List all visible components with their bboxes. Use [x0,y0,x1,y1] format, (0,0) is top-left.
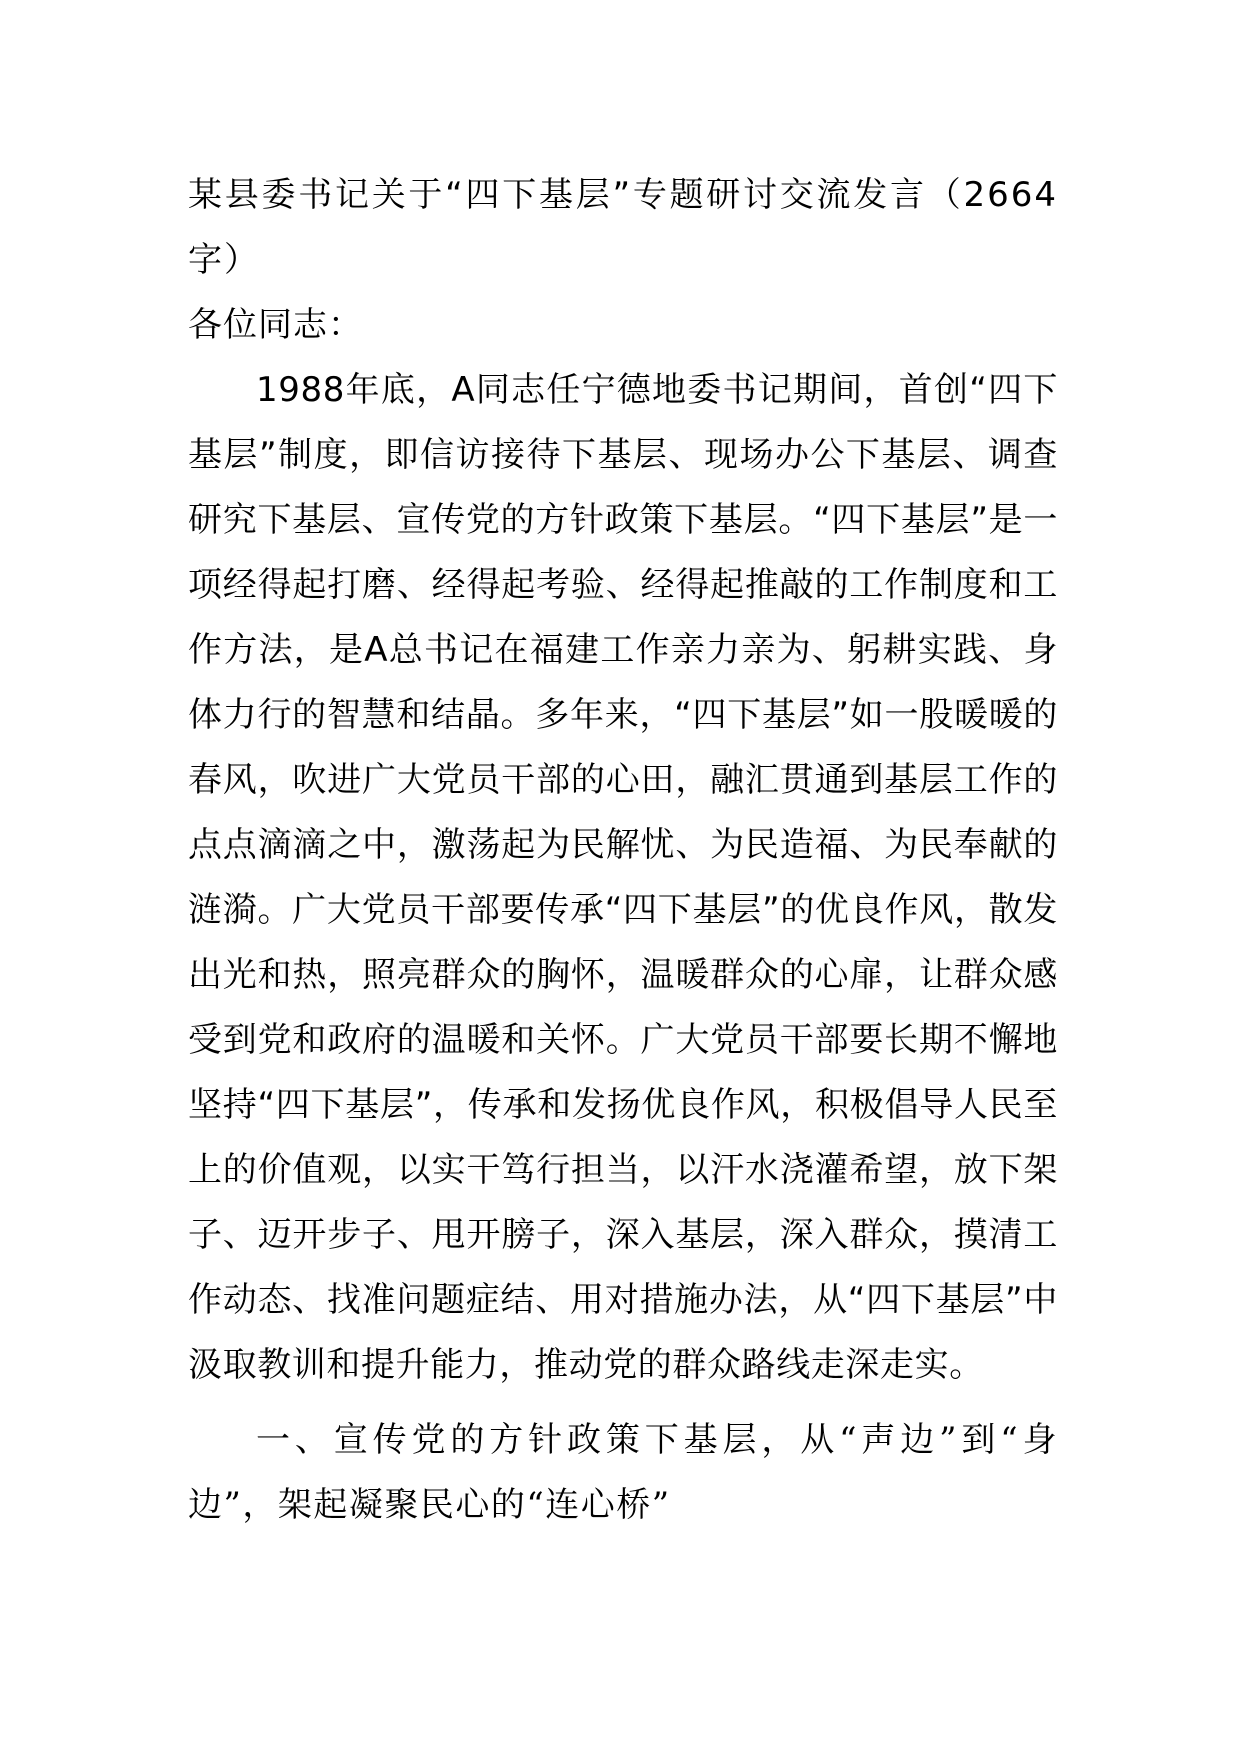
body-paragraph: 1988年底，A同志任宁德地委书记期间，首创“四下基层”制度，即信访接待下基层、现场办公下基层、调查研究下基层、宣传党的方针政策下基层。“四下基层”是一项经得起打磨、经得起考验、经得起推敲的工作制度和工作方法，是A总书记在福建工作亲力亲为、躬耕实践、身体力行的智慧和结晶。多年来，“四下基层”如一股暖暖的春风，吹进广大党员干部的心田，融汇贯通到基层工作的点点滴滴之中，激荡起为民解忧、为民造福、为民奉献的涟漪。广大党员干部要传承“四下基层”的优良作风，散发出光和热，照亮群众的胸怀，温暖群众的心扉，让群众感受到党和政府的温暖和关怀。广大党员干部要长期不懈地坚持“四下基层”，传承和发扬优良作风，积极倡导人民至上的价值观，以实干笃行担当，以汗水浇灌希望，放下架子、迈开步子、甩开膀子，深入基层，深入群众，摸清工作动态、找准问题症结、用对措施办法，从“四下基层”中汲取教训和提升能力，推动党的群众路线走深走实。 [188,370,1058,1385]
document-title: 某县委书记关于“四下基层”专题研讨交流发言（2664字） [188,175,1058,280]
document-body [188,163,1058,1538]
salutation: 各位同志： [188,305,363,345]
section-heading: 一、宣传党的方针政策下基层，从“声边”到“身边”，架起凝聚民心的“连心桥” [188,1420,1058,1525]
